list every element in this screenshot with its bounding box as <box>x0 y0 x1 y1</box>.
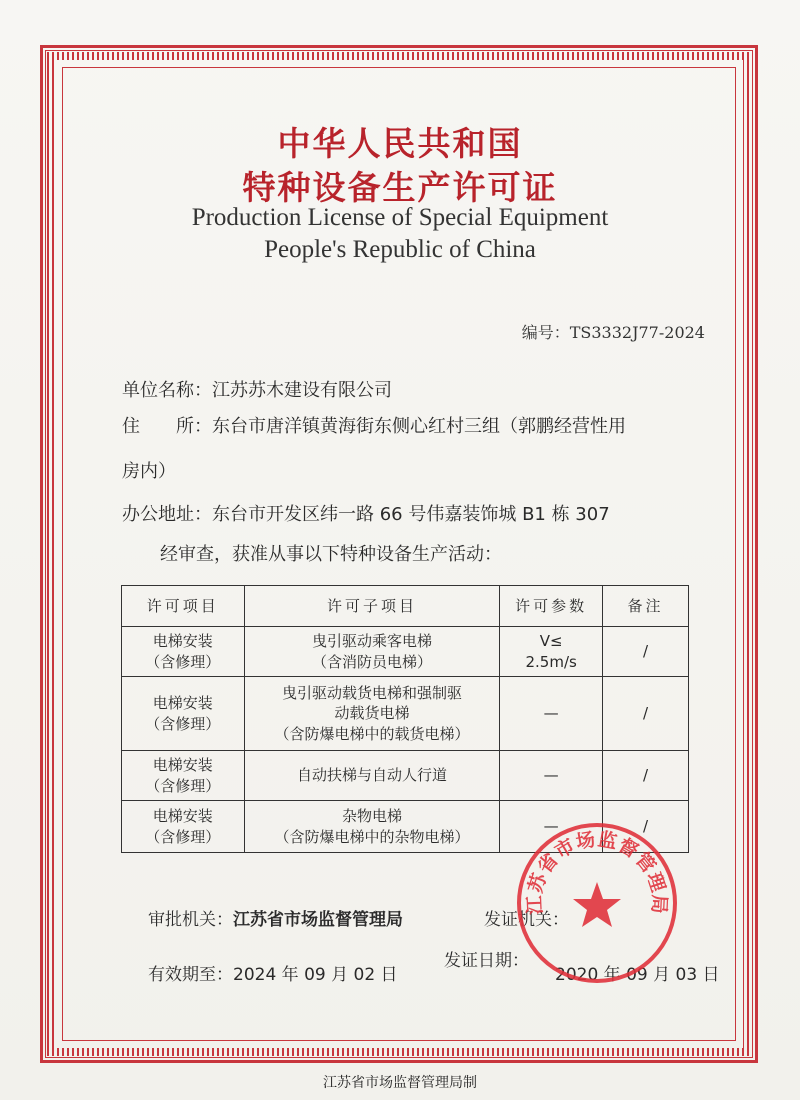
valid-until-row <box>148 960 398 985</box>
address-value-2: 房内） <box>122 461 176 482</box>
permit-table <box>121 585 689 853</box>
header-item: 许可项目 <box>122 586 245 627</box>
approver-label: 审批机关： <box>148 910 233 930</box>
serial-number: 编号：TS3332J77-2024 <box>521 323 705 342</box>
cell-param: — <box>500 751 603 801</box>
cell-item: 电梯安装 （含修理） <box>122 751 245 801</box>
title-cn-line2: 特种设备生产许可证 <box>242 168 558 207</box>
official-seal <box>514 820 680 986</box>
seal-text: 江苏省市场监督管理局 <box>523 828 671 916</box>
unit-name-label: 单位名称： <box>122 380 212 401</box>
office-label: 办公地址： <box>122 504 212 525</box>
unit-name-value: 江苏苏木建设有限公司 <box>212 380 392 401</box>
cell-note: / <box>603 801 689 853</box>
issuer-label: 发证机关： <box>484 910 569 930</box>
cell-note: / <box>603 627 689 677</box>
issue-date-value: 2020 年 09 月 03 日 <box>555 965 720 985</box>
cell-note: / <box>603 677 689 751</box>
table-row <box>122 751 689 801</box>
approver-row <box>148 905 403 930</box>
title-cn-line1: 中华人民共和国 <box>277 124 523 163</box>
table-row <box>122 627 689 677</box>
cell-subitem: 自动扶梯与自动人行道 <box>244 751 500 801</box>
unit-name-row <box>122 376 392 402</box>
address-value-1: 东台市唐洋镇黄海街东侧心红村三组（郭鹏经营性用 <box>212 416 626 437</box>
cell-item: 电梯安装 （含修理） <box>122 677 245 751</box>
valid-label: 有效期至： <box>148 965 233 985</box>
seal-star-icon <box>573 882 621 927</box>
title-en-line1: Production License of Special Equipment <box>191 204 609 231</box>
cell-item: 电梯安装 （含修理） <box>122 801 245 853</box>
address-row-continued <box>122 457 176 483</box>
cell-item: 电梯安装 （含修理） <box>122 627 245 677</box>
cell-subitem: 杂物电梯 （含防爆电梯中的杂物电梯） <box>244 801 500 853</box>
office-value: 东台市开发区纬一路 66 号伟嘉装饰城 B1 栋 307 <box>212 504 610 525</box>
cell-subitem: 曳引驱动载货电梯和强制驱 动载货电梯 （含防爆电梯中的载货电梯） <box>244 677 500 751</box>
cell-param: — <box>500 801 603 853</box>
cell-subitem: 曳引驱动乘客电梯 （含消防员电梯） <box>244 627 500 677</box>
cell-note: / <box>603 751 689 801</box>
issuing-org-footer: 江苏省市场监督管理局制 <box>323 1075 477 1091</box>
valid-value: 2024 年 09 月 02 日 <box>233 965 398 985</box>
approval-statement: 经审查，获准从事以下特种设备生产活动： <box>160 544 502 565</box>
table-row <box>122 677 689 751</box>
cell-param: — <box>500 677 603 751</box>
cell-param: V≤ 2.5m/s <box>500 627 603 677</box>
header-param: 许可参数 <box>500 586 603 627</box>
title-en-line2: People's Republic of China <box>264 236 536 263</box>
header-note: 备注 <box>603 586 689 627</box>
approver-value: 江苏省市场监督管理局 <box>233 910 403 930</box>
office-row <box>122 500 610 526</box>
issue-date-label: 发证日期： <box>444 951 529 971</box>
address-row <box>122 418 722 436</box>
header-subitem: 许可子项目 <box>244 586 500 627</box>
table-header-row <box>122 586 689 627</box>
address-label: 住 所： <box>122 416 212 437</box>
